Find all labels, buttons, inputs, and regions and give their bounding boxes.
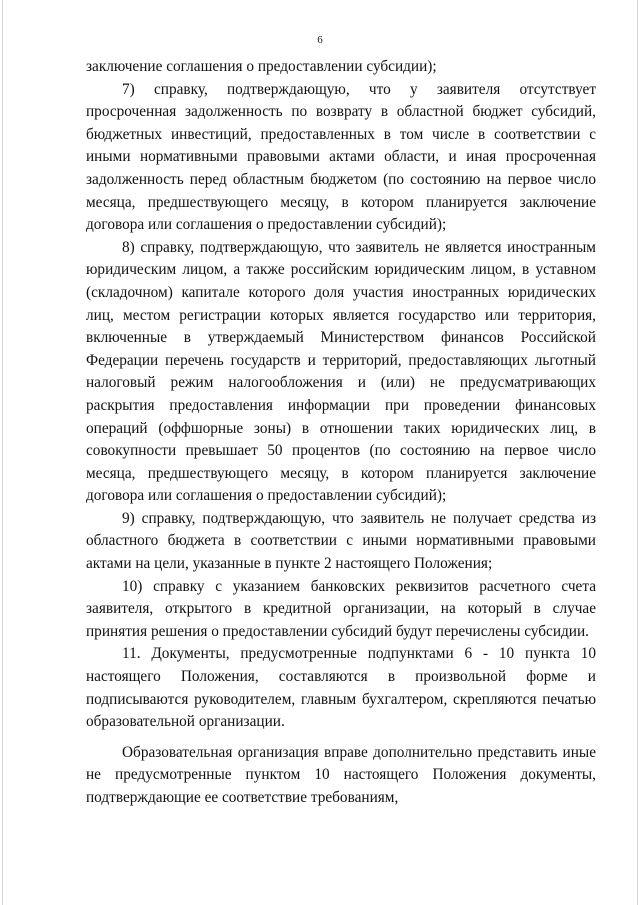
page-number: 6 (317, 34, 323, 46)
paragraph-clause-11: 11. Документы, предусмотренные подпунктами 6 - 10 пункта 10 настоящего Положения, составляются в произвольной форме и подписываются руководителем, главным бухгалтером, скрепляются печатью образовательной организации. (86, 645, 596, 731)
paragraph-item-8: 8) справку, подтверждающую, что заявитель не является иностранным юридическим лицом, а также российским юридическим лицом, в уставном (складочном) капитале которого доля участия иностранных юридических лиц, местом регистрации которых является государство или территория, включенные в утверждаемый Министерством финансов Российской Федерации перечень государств и территорий, предоставляющих льготный налоговый режим налогообложения и (или) не предусматривающих раскрытия предоставления информации при проведении финансовых операций (оффшорные зоны) в отношении таких юридических лиц, в совокупности превышает 50 процентов (по состоянию на первое число месяца, предшествующего месяцу, в котором планируется заключение договора или соглашения о предоставлении субсидий); (86, 238, 596, 505)
paragraph-item-7: 7) справку, подтверждающую, что у заявителя отсутствует просроченная задолженность по возврату в областной бюджет субсидий, бюджетных инвестиций, предоставленных в том числе в соответствии с иными нормативными правовыми актами области, и иная просроченная задолженность перед областным бюджетом (по состоянию на первое число месяца, предшествующего месяцу, в котором планируется заключение договора или соглашения о предоставлении субсидий); (86, 80, 596, 234)
paragraph-item-9: 9) справку, подтверждающую, что заявитель не получает средства из областного бюджета в соответствии с иными нормативными правовыми актами на цели, указанные в пункте 2 настоящего Положения; (86, 509, 596, 573)
page-edge-right (637, 0, 638, 905)
page-edge-left (2, 0, 3, 905)
paragraph-additional-documents: Образовательная организация вправе дополнительно представить иные не предусмотренные пунктом 10 настоящего Положения документы, подтверждающие ее соответствие требованиям, (86, 743, 596, 806)
paragraph-item-10: 10) справку с указанием банковских реквизитов расчетного счета заявителя, открытого в кредитной организации, на который в случае принятия решения о предоставлении субсидий будут перечислены субсидии. (86, 577, 596, 640)
document-body (86, 56, 596, 810)
paragraph-continuation: заключение соглашения о предоставлении субсидии); (86, 58, 437, 75)
